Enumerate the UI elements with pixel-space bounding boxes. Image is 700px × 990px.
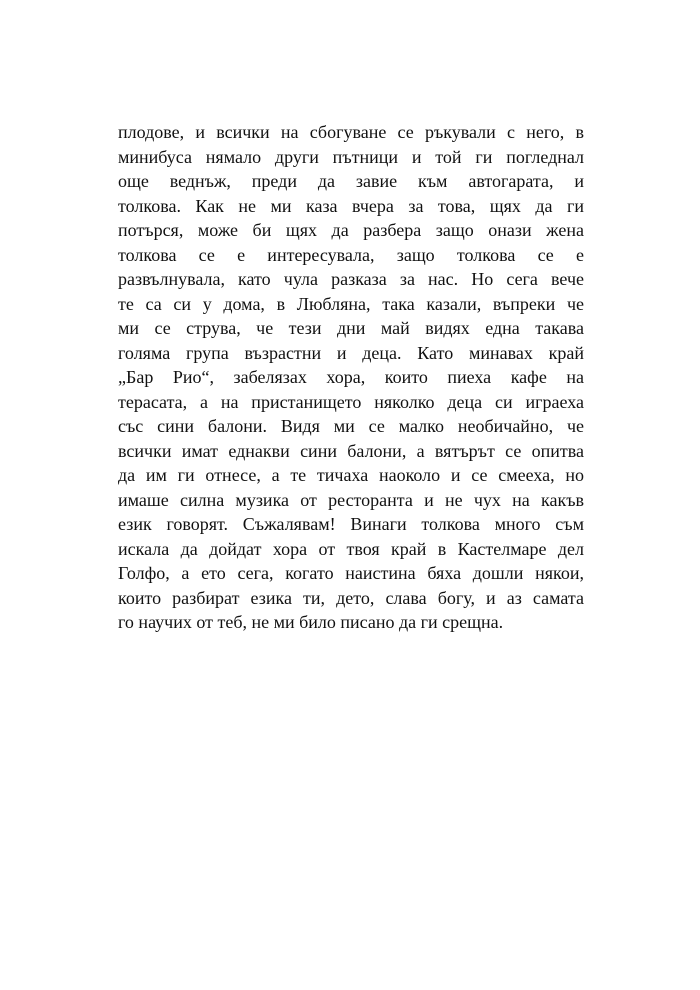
text-line: минибуса нямало други пътници и той ги погледнал: [118, 146, 584, 167]
text-line: развълнувала, като чула разказа за нас. Но сега вече: [118, 269, 584, 289]
text-line: които разбират езика ти, дето, слава богу, и аз самата: [118, 587, 584, 608]
text-line: ми се струва, че тези дни май видях една такава: [118, 318, 584, 338]
text-line: със сини балони. Видя ми се малко необичайно, че: [118, 416, 584, 436]
text-line: толкова. Как не ми каза вчера за това, щях да ги: [118, 195, 584, 216]
text-line: да им ги отнесе, а те тичаха наоколо и се смееха, но: [118, 465, 584, 485]
text-line: го научих от теб, не ми било писано да ги срещна.: [118, 612, 504, 632]
text-line: те са си у дома, в Любляна, така казали, въпреки че: [118, 293, 584, 314]
text-line: толкова се е интересувала, защо толкова се е: [118, 244, 584, 265]
text-line: „Бар Рио“, забелязах хора, които пиеха кафе на: [118, 367, 584, 387]
text-line: плодове, и всички на сбогуване се ръкували с него, в: [118, 122, 584, 142]
text-line: имаше силна музика от ресторанта и не чух на какъв: [118, 489, 584, 510]
text-line: потърся, може би щях да разбера защо онази жена: [118, 220, 584, 240]
text-line: терасата, а на пристанището няколко деца си играеха: [118, 391, 584, 412]
text-line: всички имат еднакви сини балони, а вятърът се опитва: [118, 440, 584, 461]
body-text: [118, 120, 584, 635]
text-line: език говорят. Съжалявам! Винаги толкова много съм: [118, 514, 584, 534]
text-line: още веднъж, преди да завие към автогарата, и: [118, 171, 584, 191]
text-line: голяма група възрастни и деца. Като минавах край: [118, 342, 584, 363]
text-line: искала да дойдат хора от твоя край в Кастелмаре дел: [118, 538, 584, 559]
text-line: Голфо, а ето сега, когато наистина бяха дошли някои,: [118, 563, 584, 583]
